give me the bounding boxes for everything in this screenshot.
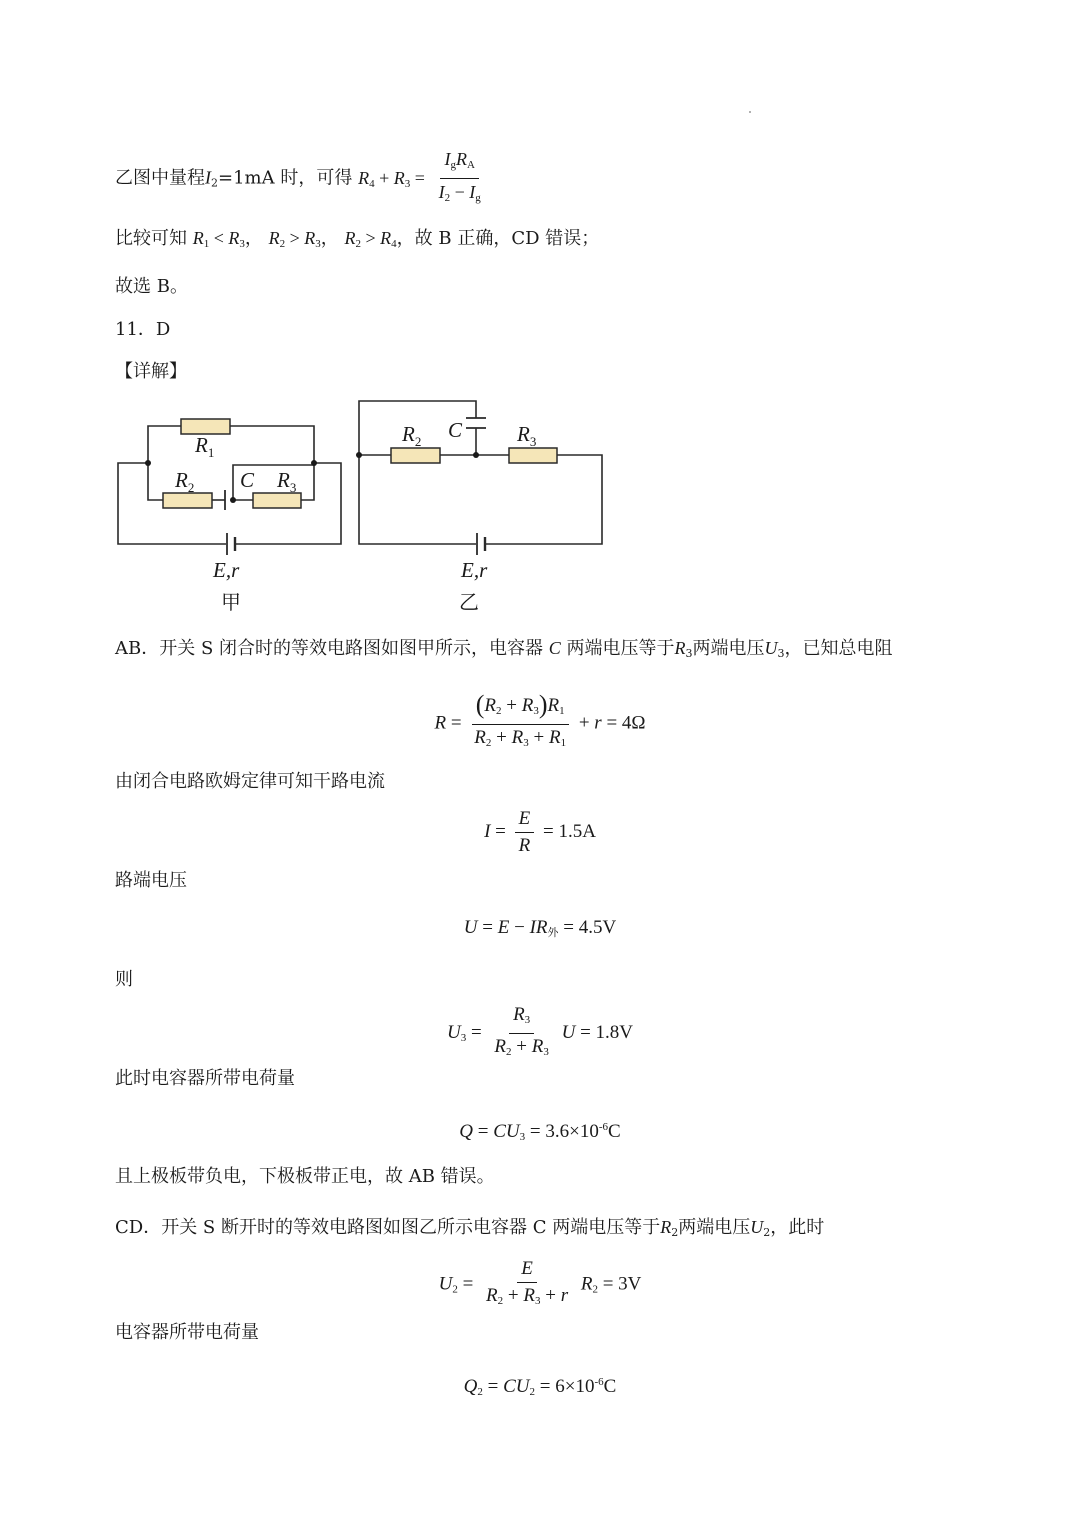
answer-line: 故选 B。 <box>115 276 188 297</box>
label-c-jia: C <box>240 468 255 492</box>
eq-terminal-voltage: $U = E - IR_外 = 4.5V$ <box>463 917 617 939</box>
circuit-jia <box>118 426 341 555</box>
resistor-r3-yi <box>509 448 557 463</box>
node-left <box>145 460 151 466</box>
label-emf-yi: E,r <box>461 558 488 582</box>
range-line: 乙图中量程$I_2=1mA$ 时，可得 $R_4 + R_3$ = $\frac{I_gR_A}{I_2 - I_g}$ <box>115 148 489 209</box>
charge-line-2: 电容器所带电荷量 <box>115 1322 259 1343</box>
label-r1: $R_1$ <box>195 433 215 460</box>
node-mid <box>230 497 236 503</box>
plate-line: 且上极板带负电，下极板带正电，故 AB 错误。 <box>115 1166 495 1187</box>
range-text: 乙图中量程 <box>115 167 205 189</box>
label-emf-jia: E,r <box>213 558 240 582</box>
eq-charge-2: $Q_2 = CU_2 = 6\times 10^{-6}C$ <box>463 1376 617 1398</box>
circuit-yi-labels <box>401 418 536 582</box>
label-r2-jia: $R_2$ <box>175 468 195 495</box>
label-r3-yi: $R_3$ <box>517 422 537 449</box>
label-yi: 乙 <box>459 590 479 614</box>
resistor-r2-jia <box>163 493 212 508</box>
node-yi-mid <box>473 452 479 458</box>
resistor-r2-yi <box>391 448 440 463</box>
node-yi-left <box>356 452 362 458</box>
terminal-line: 路端电压 <box>115 870 187 891</box>
cd-line: CD．开关 S 断开时的等效电路图如图乙所示电容器 C 两端电压等于$R_2$两端电压$U_2$，此时 <box>115 1217 825 1239</box>
label-r2-yi: $R_2$ <box>402 422 422 449</box>
label-r3-jia: $R_3$ <box>277 468 297 495</box>
comparison-line: 比较可知 $R_1 < R_3$， $R_2 > R_3$， $R_2 > R_4$，故 B 正确，CD 错误； <box>115 228 600 250</box>
ab-line: AB．开关 S 闭合时的等效电路图如图甲所示，电容器 C 两端电压等于$R_3$两端电压$U_3$，已知总电阻 <box>115 638 893 660</box>
ohm-line: 由闭合电路欧姆定律可知干路电流 <box>115 771 385 792</box>
circuit-diagrams <box>0 0 1080 620</box>
label-jia: 甲 <box>221 590 241 614</box>
detail-heading: 【详解】 <box>115 361 187 382</box>
node-right <box>311 460 317 466</box>
label-c-yi: C <box>448 418 463 442</box>
eq-u3: $U_3$ = $\frac{R_3}{R_2 + R_3}$ U = 1.8V <box>446 1004 634 1058</box>
fraction-r4r3: $\frac{I_gR_A}{I_2 - I_g}$ <box>438 149 481 204</box>
eq-current: I = $\frac{E}{R}$ = 1.5A <box>484 808 596 856</box>
circuit-yi <box>359 401 602 555</box>
eq-total-resistance: R = $\frac{(R_2 + R_3)R_1}{R_2 + R_3 + R_1}$ + r = 4Ω <box>434 690 646 749</box>
then-line: 则 <box>115 969 133 990</box>
question-11: 11．D <box>115 319 171 340</box>
resistor-r3-jia <box>253 493 301 508</box>
eq-u2: $U_2$ = $\frac{E}{R_2 + R_3 + r}$ $R_2 = 3V$ <box>438 1258 642 1307</box>
resistor-r1 <box>181 419 230 434</box>
charge-line-1: 此时电容器所带电荷量 <box>115 1068 295 1089</box>
eq-charge-1: $Q = CU_3 = 3.6\times 10^{-6}C$ <box>459 1121 621 1143</box>
